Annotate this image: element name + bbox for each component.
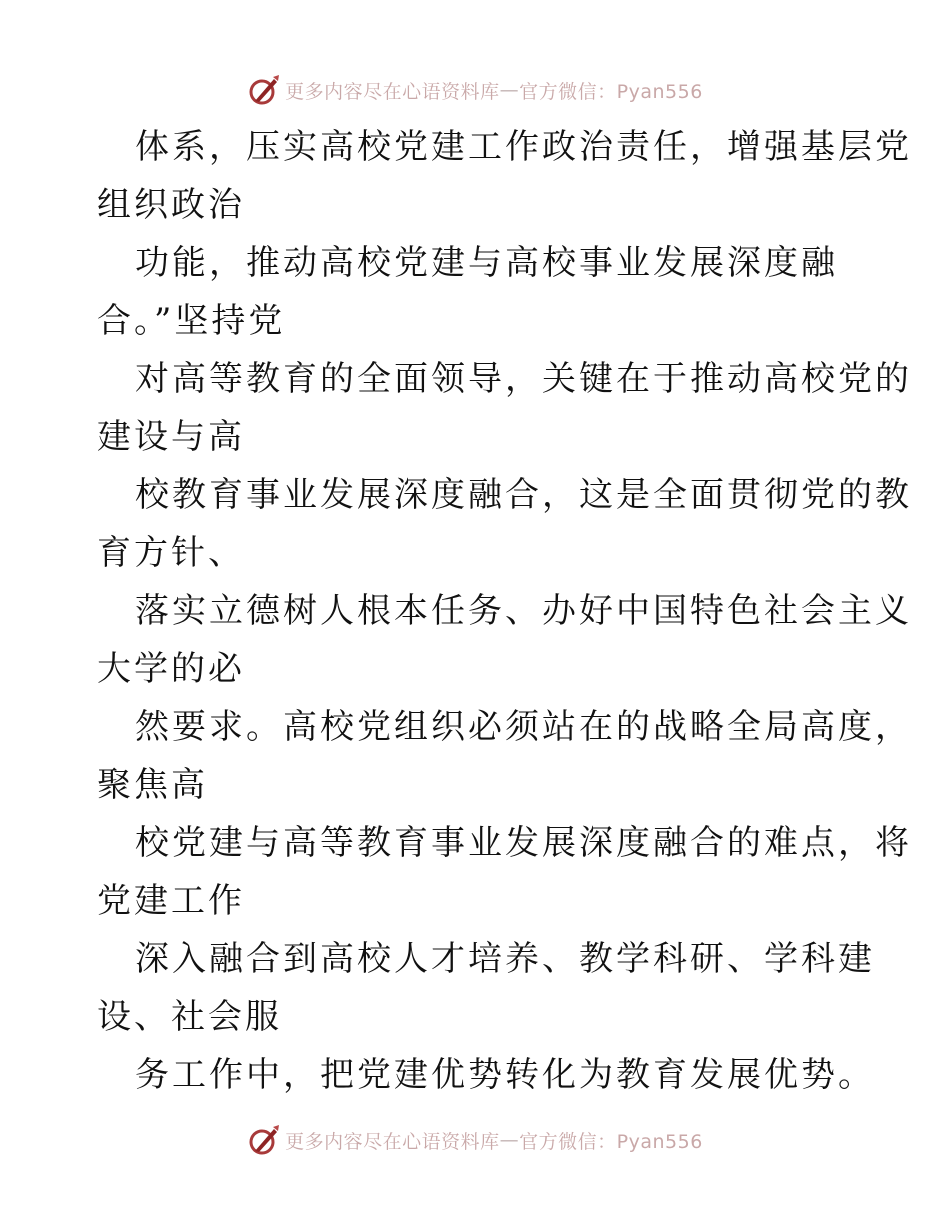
text-line: 功能，推动高校党建与高校事业发展深度融 — [135, 243, 838, 283]
text-line: 党建工作 — [97, 881, 245, 921]
quill-pen-circle-icon — [247, 73, 281, 107]
text-line: 组织政治 — [97, 185, 245, 225]
text-line: 落实立德树人根本任务、办好中国特色社会主义 — [135, 591, 912, 631]
document-body — [97, 118, 912, 1104]
text-line: 聚焦高 — [97, 765, 208, 805]
text-line: 然要求。高校党组织必须站在的战略全局高度， — [135, 707, 912, 747]
quill-pen-circle-icon — [247, 1123, 281, 1157]
paragraph — [97, 466, 912, 582]
footer-watermark — [0, 1120, 950, 1160]
text-line: 校教育事业发展深度融合，这是全面贯彻党的教 — [135, 475, 912, 515]
watermark-separator: — — [499, 79, 520, 101]
text-line: 大学的必 — [97, 649, 245, 689]
text-line: 设、社会服 — [97, 997, 282, 1037]
text-line: 建设与高 — [97, 417, 245, 457]
paragraph — [97, 234, 857, 350]
paragraph — [97, 118, 912, 234]
text-line: 育方针、 — [97, 533, 245, 573]
text-line: 务工作中，把党建优势转化为教育发展优势。 — [135, 1055, 875, 1095]
paragraph — [97, 1046, 875, 1104]
paragraph — [97, 350, 912, 466]
watermark-main-text: 更多内容尽在心语资料库 — [285, 1130, 500, 1153]
paragraph — [97, 698, 912, 814]
paragraph — [97, 930, 875, 1046]
watermark-separator: — — [499, 1129, 520, 1151]
watermark-contact: 官方微信：Pyan556 — [519, 80, 703, 103]
text-line: 合。”坚持党 — [97, 301, 286, 341]
header-watermark — [0, 70, 950, 110]
watermark-main-text: 更多内容尽在心语资料库 — [285, 80, 500, 103]
text-line: 体系，压实高校党建工作政治责任，增强基层党 — [135, 127, 912, 167]
text-line: 校党建与高等教育事业发展深度融合的难点，将 — [135, 823, 912, 863]
paragraph — [97, 814, 912, 930]
text-line: 深入融合到高校人才培养、教学科研、学科建 — [135, 939, 875, 979]
paragraph — [97, 582, 912, 698]
watermark-contact: 官方微信：Pyan556 — [519, 1130, 703, 1153]
text-line: 对高等教育的全面领导，关键在于推动高校党的 — [135, 359, 912, 399]
